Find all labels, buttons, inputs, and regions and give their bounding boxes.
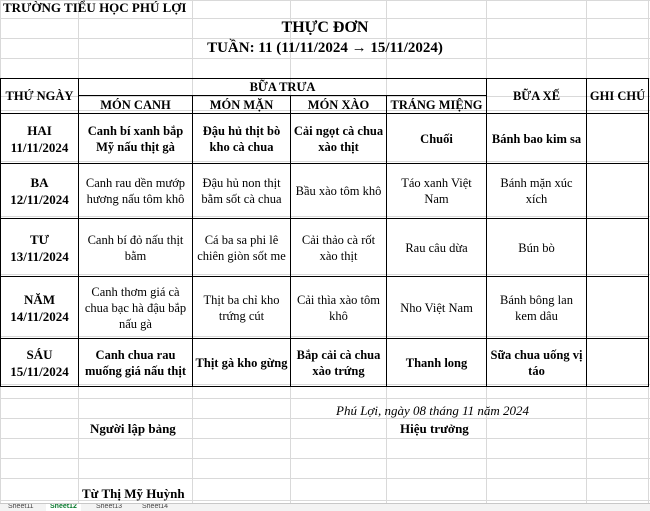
gridline: [0, 38, 650, 39]
day-cell[interactable]: [1, 277, 79, 339]
gridline: [0, 478, 650, 479]
day-name: BA: [30, 175, 49, 190]
dessert-cell[interactable]: Rau câu dừa: [387, 219, 487, 277]
stirfry-cell[interactable]: Cải thìa xào tôm khô: [291, 277, 387, 339]
col-day-header[interactable]: THỨ NGÀY: [1, 79, 79, 114]
table-row: [1, 114, 649, 164]
stirfry-cell[interactable]: Bầu xào tôm khô: [291, 164, 387, 219]
gridline: [0, 58, 650, 59]
day-date: 13/11/2024: [10, 248, 69, 264]
table-row: [1, 339, 649, 387]
gridline: [0, 398, 650, 399]
snack-cell[interactable]: Bánh mặn xúc xích: [487, 164, 587, 219]
main-cell[interactable]: Thịt ba chỉ kho trứng cút: [193, 277, 291, 339]
note-cell[interactable]: [587, 339, 649, 387]
gridline: [0, 438, 650, 439]
note-cell[interactable]: [587, 277, 649, 339]
main-cell[interactable]: Cá ba sa phi lê chiên giòn sốt me: [193, 219, 291, 277]
stirfry-cell[interactable]: Cải thảo cà rốt xào thịt: [291, 219, 387, 277]
snack-cell[interactable]: Bánh bông lan kem dâu: [487, 277, 587, 339]
col-dessert-header[interactable]: TRÁNG MIỆNG: [387, 96, 487, 114]
place-date: Phú Lợi, ngày 08 tháng 11 năm 2024: [336, 403, 530, 418]
sheet-tab[interactable]: Sheet13: [96, 503, 123, 510]
stirfry-cell[interactable]: Bắp cải cà chua xào trứng: [291, 339, 387, 387]
snack-cell[interactable]: Sữa chua uống vị táo: [487, 339, 587, 387]
day-name: TƯ: [29, 231, 50, 247]
preparer-label: Người lập bảng: [90, 421, 176, 436]
stirfry-cell[interactable]: Cải ngọt cà chua xào thịt: [291, 114, 387, 164]
soup-cell[interactable]: Canh rau dền mướp hương nấu tôm khô: [79, 164, 193, 219]
col-note-header[interactable]: GHI CHÚ: [587, 79, 649, 114]
day-date: 11/11/2024: [10, 139, 69, 155]
soup-cell[interactable]: Canh bí xanh bắp Mỹ nấu thịt gà: [79, 114, 193, 164]
dessert-cell[interactable]: Nho Việt Nam: [387, 277, 487, 339]
soup-cell[interactable]: Canh bí đỏ nấu thịt bằm: [79, 219, 193, 277]
day-date: 15/11/2024: [10, 363, 69, 379]
main-cell[interactable]: Đậu hủ non thịt bằm sốt cà chua: [193, 164, 291, 219]
school-name: TRƯỜNG TIỂU HỌC PHÚ LỢI: [3, 0, 187, 15]
day-cell[interactable]: [1, 219, 79, 277]
lunch-group-header[interactable]: BỮA TRƯA: [79, 79, 487, 96]
day-date: 14/11/2024: [10, 308, 69, 324]
note-cell[interactable]: [587, 164, 649, 219]
day-cell[interactable]: [1, 164, 79, 219]
table-row: [1, 277, 649, 339]
sheet-tab-active[interactable]: Sheet12: [46, 503, 81, 511]
day-cell[interactable]: [1, 114, 79, 164]
col-snack-header[interactable]: BỮA XẾ: [487, 79, 587, 114]
soup-cell[interactable]: Canh chua rau muống giá nấu thịt: [79, 339, 193, 387]
snack-cell[interactable]: Bún bò: [487, 219, 587, 277]
dessert-cell[interactable]: Chuối: [387, 114, 487, 164]
gridline: [0, 418, 650, 419]
gridline: [0, 458, 650, 459]
main-cell[interactable]: Thịt gà kho gừng: [193, 339, 291, 387]
sheet-tab[interactable]: Sheet14: [142, 503, 169, 510]
day-name: HAI: [27, 122, 52, 138]
main-cell[interactable]: Đậu hủ thịt bò kho cà chua: [193, 114, 291, 164]
note-cell[interactable]: [587, 219, 649, 277]
note-cell[interactable]: [587, 114, 649, 164]
menu-table: [0, 78, 649, 387]
snack-cell[interactable]: Bánh bao kim sa: [487, 114, 587, 164]
day-date: 12/11/2024: [10, 192, 69, 207]
day-name: SÁU: [26, 346, 53, 362]
week-title: TUẦN: 11 (11/11/2024 → 15/11/2024): [207, 40, 443, 56]
day-cell[interactable]: [1, 339, 79, 387]
col-stirfry-header[interactable]: MÓN XÀO: [291, 96, 387, 114]
preparer-name: Từ Thị Mỹ Huỳnh: [82, 486, 185, 501]
soup-cell[interactable]: Canh thơm giá cà chua bạc hà đậu bắp nấu gà: [79, 277, 193, 339]
day-name: NĂM: [23, 291, 56, 307]
dessert-cell[interactable]: Thanh long: [387, 339, 487, 387]
menu-title: THỰC ĐƠN: [281, 19, 369, 36]
col-soup-header[interactable]: MÓN CANH: [79, 96, 193, 114]
principal-label: Hiệu trưởng: [400, 421, 469, 436]
table-row: [1, 219, 649, 277]
col-main-header[interactable]: MÓN MẶN: [193, 96, 291, 114]
table-row: [1, 164, 649, 219]
dessert-cell[interactable]: Táo xanh Việt Nam: [387, 164, 487, 219]
sheet-tab[interactable]: Sheet11: [8, 503, 34, 510]
